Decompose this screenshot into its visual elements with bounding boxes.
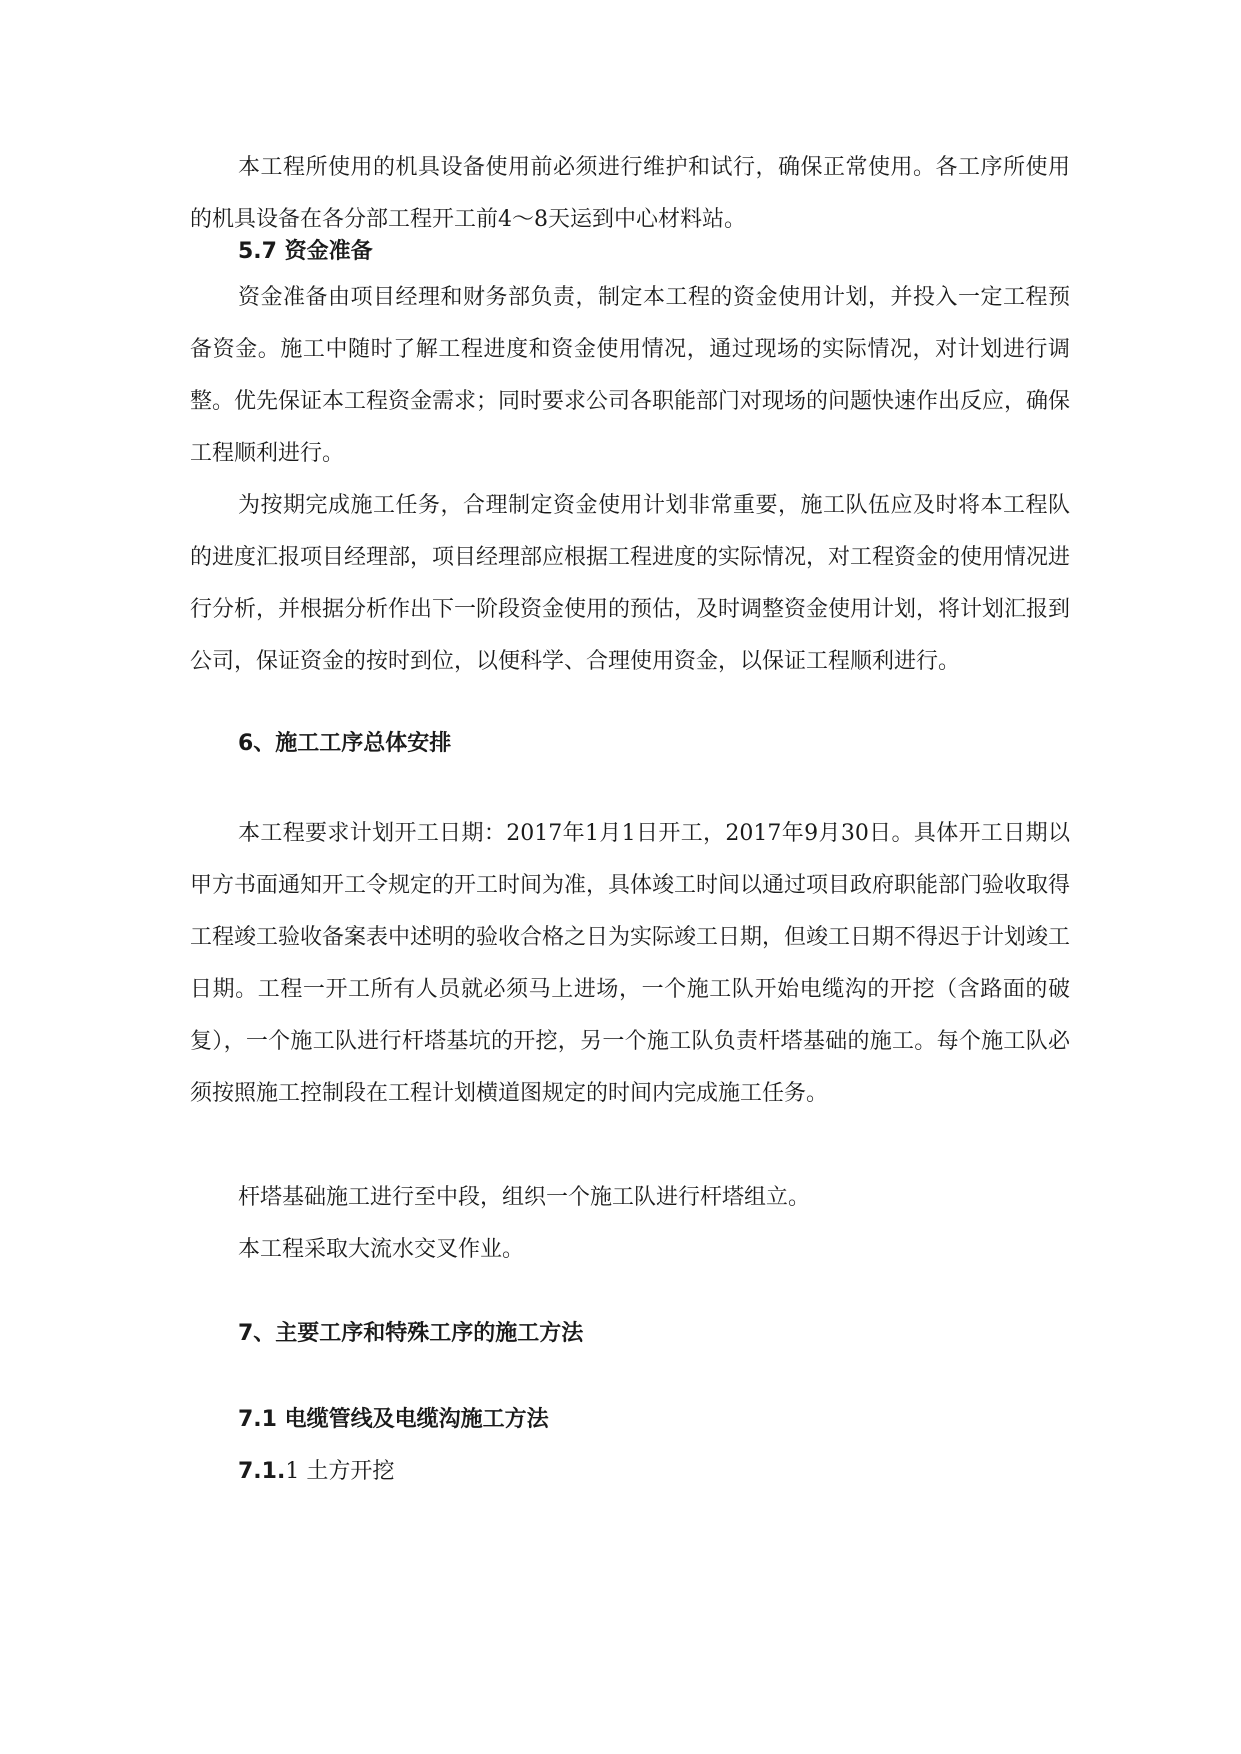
heading-7-construction-methods: 7、主要工序和特殊工序的施工方法 <box>238 1321 584 1346</box>
paragraph-funds-plan: 资金准备由项目经理和财务部负责，制定本工程的资金使用计划，并投入一定工程预备资金。施工中随时了解工程进度和资金使用情况，通过现场的实际情况，对计划进行调整。优先保证本工程资金需求；同时要求公司各职能部门对现场的问题快速作出反应，确保工程顺利进行。 <box>190 285 1071 466</box>
paragraph-funds-usage: 为按期完成施工任务，合理制定资金使用计划非常重要，施工队伍应及时将本工程队的进度汇报项目经理部，项目经理部应根据工程进度的实际情况，对工程资金的使用情况进行分析，并根据分析作出下一阶段资金使用的预估，及时调整资金使用计划，将计划汇报到公司，保证资金的按时到位，以便科学、合理使用资金，以保证工程顺利进行。 <box>190 493 1071 674</box>
heading-7-1-1-label: 1 土方开挖 <box>285 1459 395 1484</box>
heading-6-construction-arrangement: 6、施工工序总体安排 <box>238 731 452 756</box>
heading-7-1-1-number: 7.1. <box>238 1459 286 1484</box>
heading-5-7-funds-preparation: 5.7 资金准备 <box>238 239 373 264</box>
paragraph-tower-erection: 杆塔基础施工进行至中段，组织一个施工队进行杆塔组立。 <box>238 1185 811 1210</box>
heading-7-1-cable-trench-methods: 7.1 电缆管线及电缆沟施工方法 <box>238 1407 549 1432</box>
paragraph-cross-operation: 本工程采取大流水交叉作业。 <box>238 1237 525 1262</box>
paragraph-schedule-overview: 本工程要求计划开工日期：2017年1月1日开工，2017年9月30日。具体开工日期以甲方书面通知开工令规定的开工时间为准，具体竣工时间以通过项目政府职能部门验收取得工程竣工验收备案表中述明的验收合格之日为实际竣工日期，但竣工日期不得迟于计划竣工日期。工程一开工所有人员就必须马上进场，一个施工队开始电缆沟的开挖（含路面的破复），一个施工队进行杆塔基坑的开挖，另一个施工队负责杆塔基础的施工。每个施工队必须按照施工控制段在工程计划横道图规定的时间内完成施工任务。 <box>190 821 1071 1106</box>
paragraph-equipment-preparation: 本工程所使用的机具设备使用前必须进行维护和试行，确保正常使用。各工序所使用的机具设备在各分部工程开工前4～8天运到中心材料站。 <box>190 155 1070 232</box>
heading-7-1-1-earthwork <box>238 1446 394 1498</box>
